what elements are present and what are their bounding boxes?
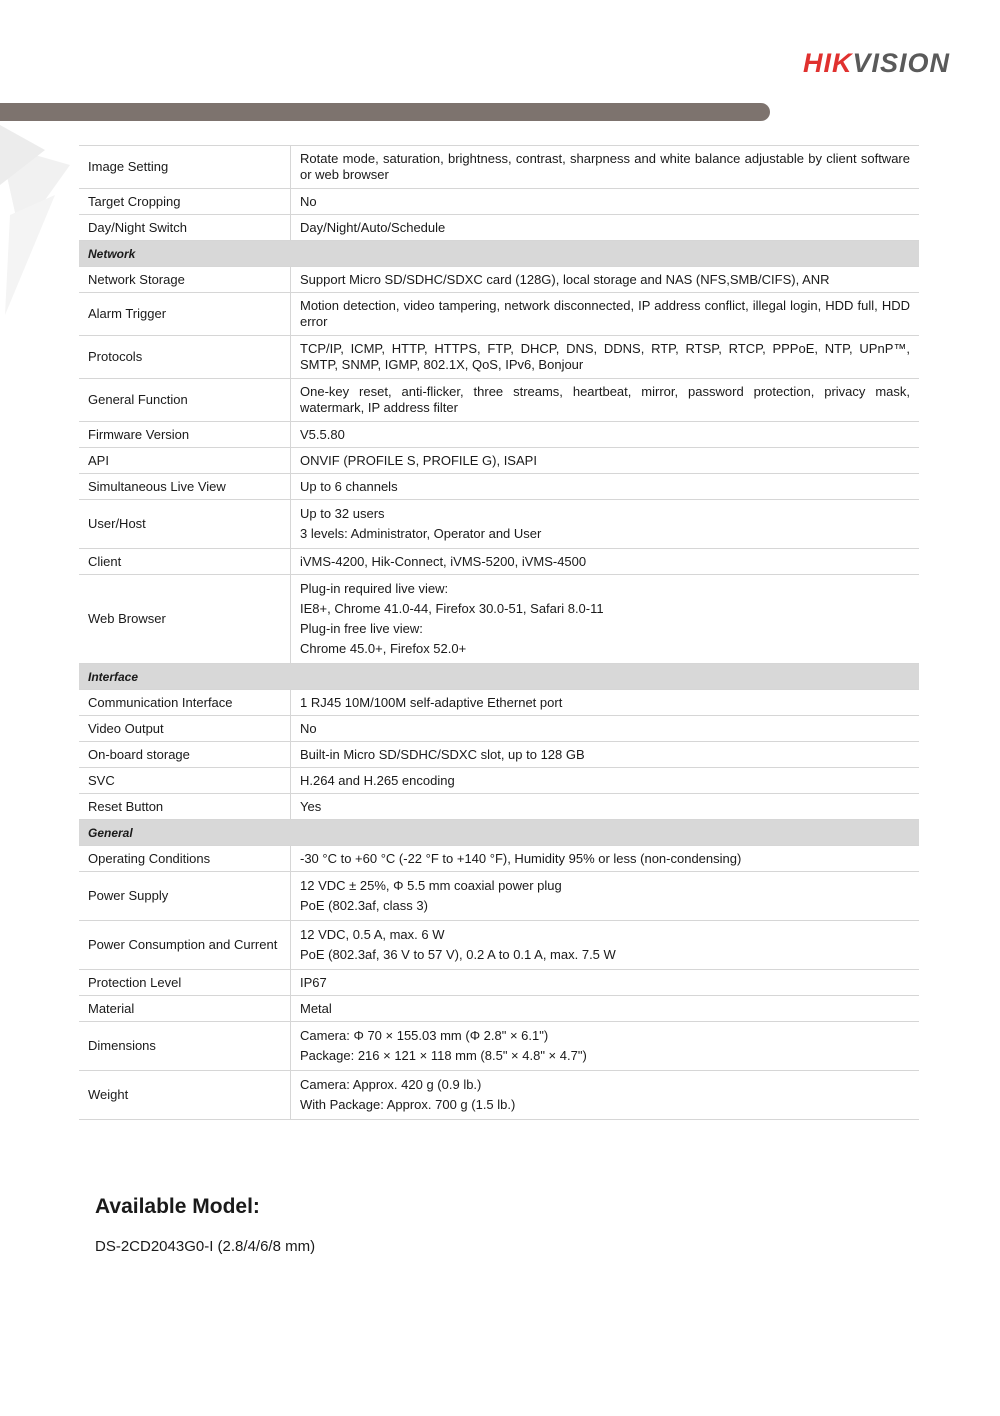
spec-label: Target Cropping <box>79 189 291 215</box>
spec-label: Protocols <box>79 336 291 379</box>
spec-row <box>79 768 919 794</box>
spec-row <box>79 872 919 921</box>
spec-row <box>79 794 919 820</box>
spec-value-line: H.264 and H.265 encoding <box>300 772 455 788</box>
spec-value <box>291 500 920 549</box>
available-model-title: Available Model: <box>95 1195 260 1218</box>
spec-label: General Function <box>79 379 291 422</box>
spec-value-line: No <box>300 193 317 209</box>
spec-value-line: V5.5.80 <box>300 426 345 442</box>
spec-row <box>79 970 919 996</box>
spec-label: Material <box>79 996 291 1022</box>
spec-value <box>291 1071 920 1120</box>
spec-value-line: Chrome 45.0+, Firefox 52.0+ <box>300 641 467 656</box>
spec-label: Power Supply <box>79 872 291 921</box>
spec-table <box>79 145 919 1120</box>
spec-value-line: iVMS-4200, Hik-Connect, iVMS-5200, iVMS-4500 <box>300 553 587 569</box>
spec-value-line: Motion detection, video tampering, network disconnected, IP address conflict, illegal login, HDD full, HDD error <box>300 298 910 329</box>
spec-value-line: IP67 <box>300 974 327 990</box>
spec-value-line: PoE (802.3af, 36 V to 57 V), 0.2 A to 0.1 A, max. 7.5 W <box>300 947 616 962</box>
spec-label: Video Output <box>79 716 291 742</box>
spec-label: API <box>79 448 291 474</box>
spec-label: Alarm Trigger <box>79 293 291 336</box>
spec-value-line: PoE (802.3af, class 3) <box>300 898 428 913</box>
spec-value <box>291 846 920 872</box>
spec-row <box>79 996 919 1022</box>
spec-value-line: Built-in Micro SD/SDHC/SDXC slot, up to 128 GB <box>300 746 585 762</box>
spec-value <box>291 996 920 1022</box>
logo-part-vision: VISION <box>852 48 950 78</box>
spec-row <box>79 1071 919 1120</box>
spec-value-line: Support Micro SD/SDHC/SDXC card (128G), local storage and NAS (NFS,SMB/CIFS), ANR <box>300 271 830 287</box>
spec-value-line: Plug-in free live view: <box>300 621 423 636</box>
spec-label: Weight <box>79 1071 291 1120</box>
spec-value <box>291 146 920 189</box>
section-header <box>79 664 919 690</box>
spec-value <box>291 549 920 575</box>
spec-row <box>79 921 919 970</box>
spec-value <box>291 1022 920 1071</box>
section-header <box>79 820 919 846</box>
spec-value-line: Package: 216 × 121 × 118 mm (8.5" × 4.8" × 4.7") <box>300 1048 587 1063</box>
spec-row <box>79 549 919 575</box>
spec-value <box>291 794 920 820</box>
spec-row <box>79 575 919 664</box>
spec-row <box>79 336 919 379</box>
spec-value <box>291 379 920 422</box>
spec-row <box>79 422 919 448</box>
logo-part-hik: HIK <box>802 48 853 78</box>
spec-value-line: 12 VDC ± 25%, Φ 5.5 mm coaxial power plug <box>300 878 562 893</box>
section-title: Network <box>79 241 919 267</box>
spec-row <box>79 500 919 549</box>
spec-value <box>291 293 920 336</box>
spec-value-line: IE8+, Chrome 41.0-44, Firefox 30.0-51, Safari 8.0-11 <box>300 601 604 616</box>
spec-value <box>291 267 920 293</box>
spec-value <box>291 970 920 996</box>
spec-label: Operating Conditions <box>79 846 291 872</box>
spec-value-line: One-key reset, anti-flicker, three streams, heartbeat, mirror, password protection, privacy mask, watermark, IP address filter <box>300 384 910 415</box>
spec-row <box>79 742 919 768</box>
spec-value-line: -30 °C to +60 °C (-22 °F to +140 °F), Humidity 95% or less (non-condensing) <box>300 850 742 866</box>
spec-value <box>291 716 920 742</box>
spec-label: Dimensions <box>79 1022 291 1071</box>
section-title: General <box>79 820 919 846</box>
spec-value <box>291 336 920 379</box>
spec-value <box>291 872 920 921</box>
spec-value-line: 12 VDC, 0.5 A, max. 6 W <box>300 927 445 942</box>
spec-value-line: TCP/IP, ICMP, HTTP, HTTPS, FTP, DHCP, DNS, DDNS, RTP, RTSP, RTCP, PPPoE, NTP, UPnP™, SMTP, SNMP, IGMP, 802.1X, QoS, IPv6, Bonjour <box>300 341 910 372</box>
spec-row <box>79 716 919 742</box>
spec-label: Web Browser <box>79 575 291 664</box>
spec-value <box>291 575 920 664</box>
spec-label: SVC <box>79 768 291 794</box>
spec-value-line: Up to 6 channels <box>300 478 398 494</box>
spec-value <box>291 422 920 448</box>
spec-label: Image Setting <box>79 146 291 189</box>
available-model-value: DS-2CD2043G0-I (2.8/4/6/8 mm) <box>95 1238 316 1255</box>
spec-value-line: Yes <box>300 798 322 814</box>
spec-label: On-board storage <box>79 742 291 768</box>
spec-value-line: Plug-in required live view: <box>300 581 449 596</box>
spec-value-line: Day/Night/Auto/Schedule <box>300 219 446 235</box>
spec-row <box>79 189 919 215</box>
spec-row <box>79 379 919 422</box>
spec-label: Reset Button <box>79 794 291 820</box>
spec-value-line: No <box>300 720 317 736</box>
spec-value <box>291 742 920 768</box>
spec-label: Communication Interface <box>79 690 291 716</box>
spec-value-line: Up to 32 users <box>300 506 385 521</box>
spec-label: Day/Night Switch <box>79 215 291 241</box>
spec-value-line: Metal <box>300 1000 332 1016</box>
spec-value <box>291 474 920 500</box>
spec-value <box>291 448 920 474</box>
spec-label: Client <box>79 549 291 575</box>
spec-label: Power Consumption and Current <box>79 921 291 970</box>
spec-value-line: Camera: Φ 70 × 155.03 mm (Φ 2.8" × 6.1") <box>300 1028 549 1043</box>
spec-value-line: 3 levels: Administrator, Operator and User <box>300 526 542 541</box>
spec-row <box>79 146 919 189</box>
spec-value <box>291 690 920 716</box>
spec-label: User/Host <box>79 500 291 549</box>
spec-row <box>79 267 919 293</box>
spec-row <box>79 690 919 716</box>
spec-label: Network Storage <box>79 267 291 293</box>
spec-row <box>79 448 919 474</box>
spec-value-line: ONVIF (PROFILE S, PROFILE G), ISAPI <box>300 452 537 468</box>
section-header <box>79 241 919 267</box>
spec-value-line: With Package: Approx. 700 g (1.5 lb.) <box>300 1097 516 1112</box>
spec-row <box>79 1022 919 1071</box>
spec-label: Firmware Version <box>79 422 291 448</box>
spec-value-line: 1 RJ45 10M/100M self-adaptive Ethernet port <box>300 694 563 710</box>
spec-label: Simultaneous Live View <box>79 474 291 500</box>
spec-value <box>291 215 920 241</box>
section-title: Interface <box>79 664 919 690</box>
spec-value <box>291 921 920 970</box>
spec-row <box>79 215 919 241</box>
hikvision-logo <box>803 48 950 79</box>
spec-row <box>79 846 919 872</box>
spec-value-line: Rotate mode, saturation, brightness, contrast, sharpness and white balance adjustable by client software or web browser <box>300 151 910 182</box>
spec-value <box>291 189 920 215</box>
header-bar <box>0 103 770 121</box>
spec-value <box>291 768 920 794</box>
spec-row <box>79 474 919 500</box>
spec-value-line: Camera: Approx. 420 g (0.9 lb.) <box>300 1077 482 1092</box>
spec-label: Protection Level <box>79 970 291 996</box>
spec-row <box>79 293 919 336</box>
